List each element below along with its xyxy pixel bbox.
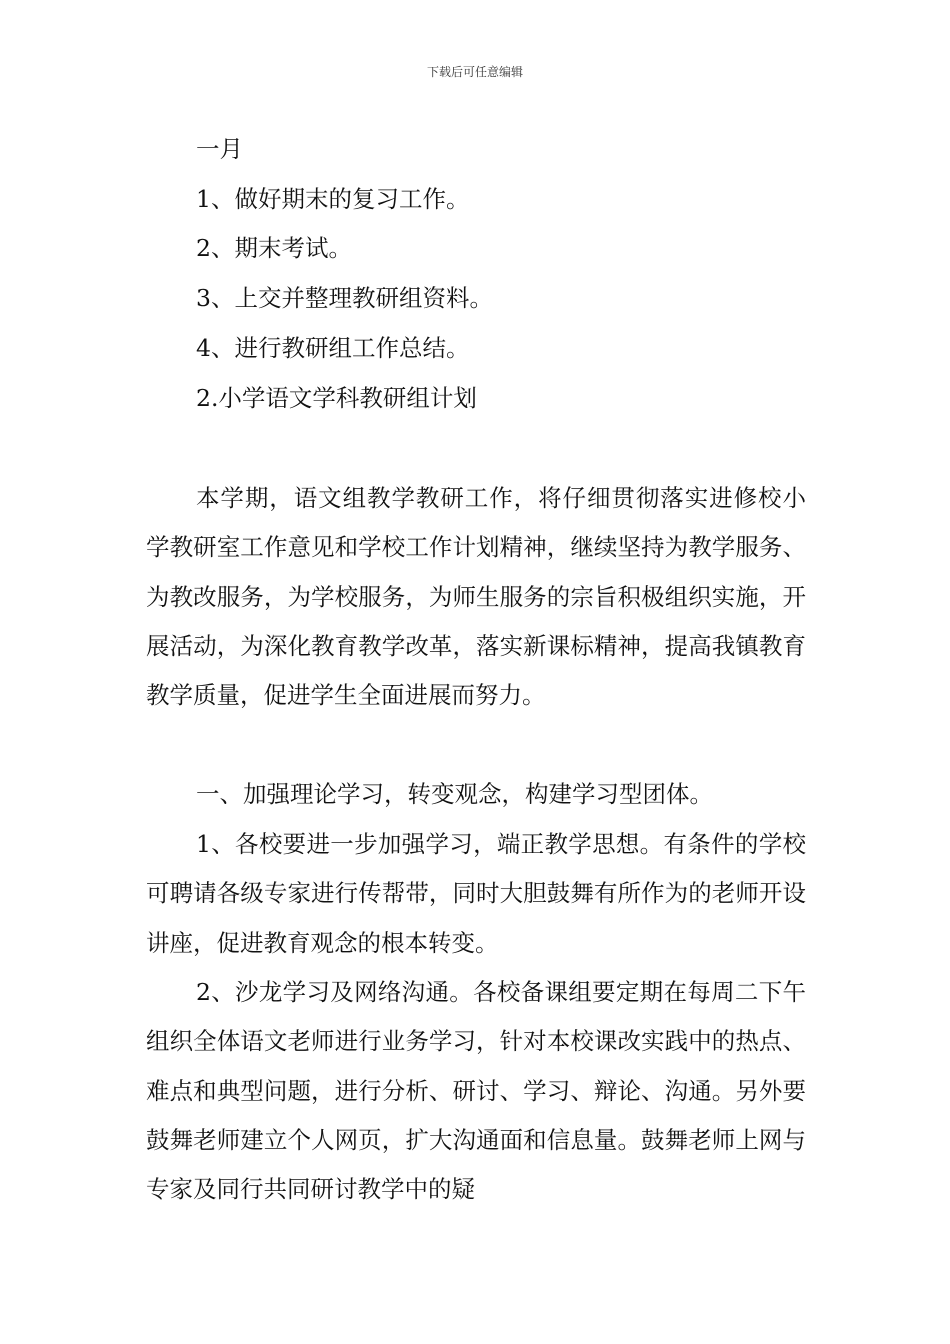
intro-paragraph: 本学期，语文组教学教研工作，将仔细贯彻落实进修校小学教研室工作意见和学校工作计划精神，继续坚持为教学服务、为教改服务，为学校服务，为师生服务的宗旨积极组织实施，开展活动，为深化教育教学改革，落实新课标精神，提高我镇教育教学质量，促进学生全面进展而努力。 <box>146 484 806 710</box>
header-note: 下载后可任意编辑 <box>426 65 523 79</box>
paragraph-item-2: 2、沙龙学习及网络沟通。各校备课组要定期在每周二下午组织全体语文老师进行业务学习，针对本校课改实践中的热点、难点和典型问题，进行分析、研讨、学习、辩论、沟通。另外要鼓舞老师建立个人网页，扩大沟通面和信息量。鼓舞老师上网与专家及同行共同研讨教学中的疑 <box>146 978 806 1204</box>
month-heading: 一月 <box>196 135 243 163</box>
list-item: 3、上交并整理教研组资料。 <box>196 284 493 312</box>
section-heading: 一、加强理论学习，转变观念，构建学习型团体。 <box>196 780 713 808</box>
section-title: 2.小学语文学科教研组计划 <box>196 384 477 412</box>
list-item: 1、做好期末的复习工作。 <box>196 185 470 213</box>
list-item: 4、进行教研组工作总结。 <box>196 334 470 362</box>
list-item: 2、期末考试。 <box>196 234 352 262</box>
paragraph-item-1: 1、各校要进一步加强学习，端正教学思想。有条件的学校可聘请各级专家进行传帮带，同时大胆鼓舞有所作为的老师开设讲座，促进教育观念的根本转变。 <box>146 830 806 957</box>
